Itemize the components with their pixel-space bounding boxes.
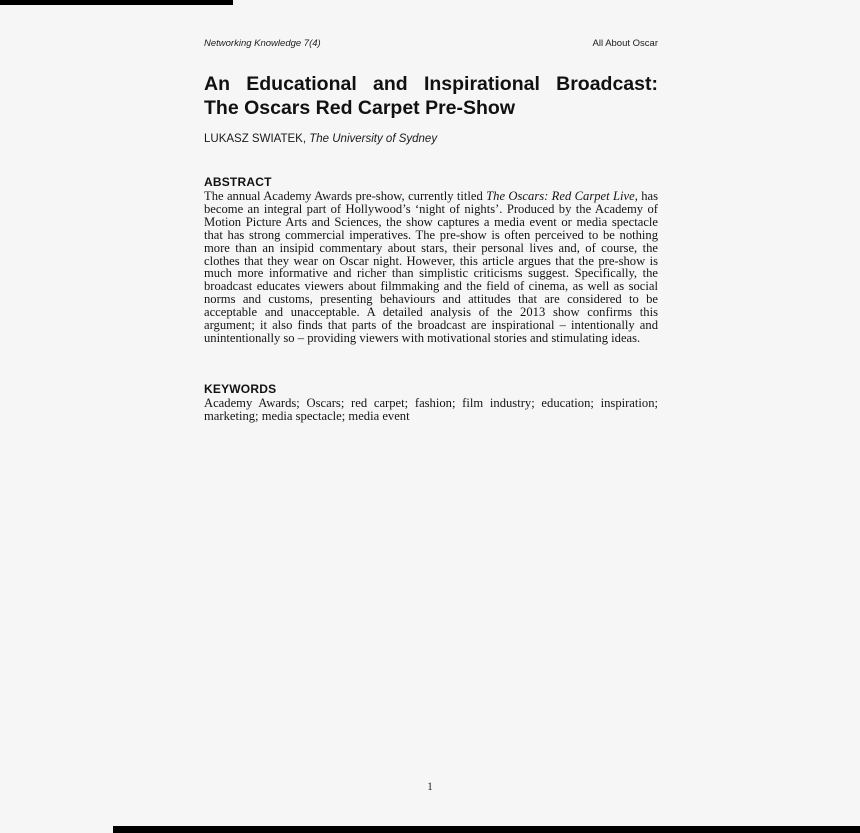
author-line: [204, 133, 658, 145]
abstract-text: [204, 190, 658, 345]
keywords-heading: KEYWORDS: [204, 382, 277, 396]
abstract-text-before: The annual Academy Awards pre-show, currently titled: [204, 189, 487, 203]
paper-title: [204, 73, 658, 120]
paper-title-line2: The Oscars Red Carpet Pre-Show: [204, 96, 516, 119]
author-affiliation: The University of Sydney: [309, 133, 438, 145]
journal-citation: Networking Knowledge 7(4): [204, 38, 321, 49]
author-name: LUKASZ SWIATEK,: [204, 133, 307, 145]
scan-edge-bar-top: [0, 0, 233, 5]
keywords-text: Academy Awards; Oscars; red carpet; fashion; film industry; education; inspiration; marketing; media spectacle; media event: [204, 396, 658, 423]
running-head: [204, 38, 658, 49]
page-number: 1: [427, 781, 433, 793]
issue-title: All About Oscar: [592, 38, 658, 49]
abstract-show-title: The Oscars: Red Carpet Live: [486, 189, 635, 203]
abstract-text-after: , has become an integral part of Hollywood’s ‘night of nights’. Produced by the Academy of Motion Picture Arts and Sciences, the show captures a media event or media spectacle that has strong commercial imperatives. The pre-show is often perceived to be nothing more than an insipid commentary about stars, their personal lives and, of course, the clothes that they wear on Oscar night. However, this article argues that the pre-show is much more informative and richer than simplistic criticisms suggest. Specifically, the broadcast educates viewers about filmmaking and the field of cinema, as well as social norms and customs, presenting behaviours and attitudes that are considered to be acceptable and unacceptable. A detailed analysis of the 2013 show confirms this argument; it also finds that parts of the broadcast are inspirational – intentionally and unintentionally so – providing viewers with motivational stories and stimulating ideas.: [204, 189, 658, 345]
scan-edge-bar-bottom: [113, 826, 860, 833]
abstract-heading: ABSTRACT: [204, 175, 272, 189]
paper-title-line1: An Educational and Inspirational Broadcast:: [204, 73, 658, 95]
